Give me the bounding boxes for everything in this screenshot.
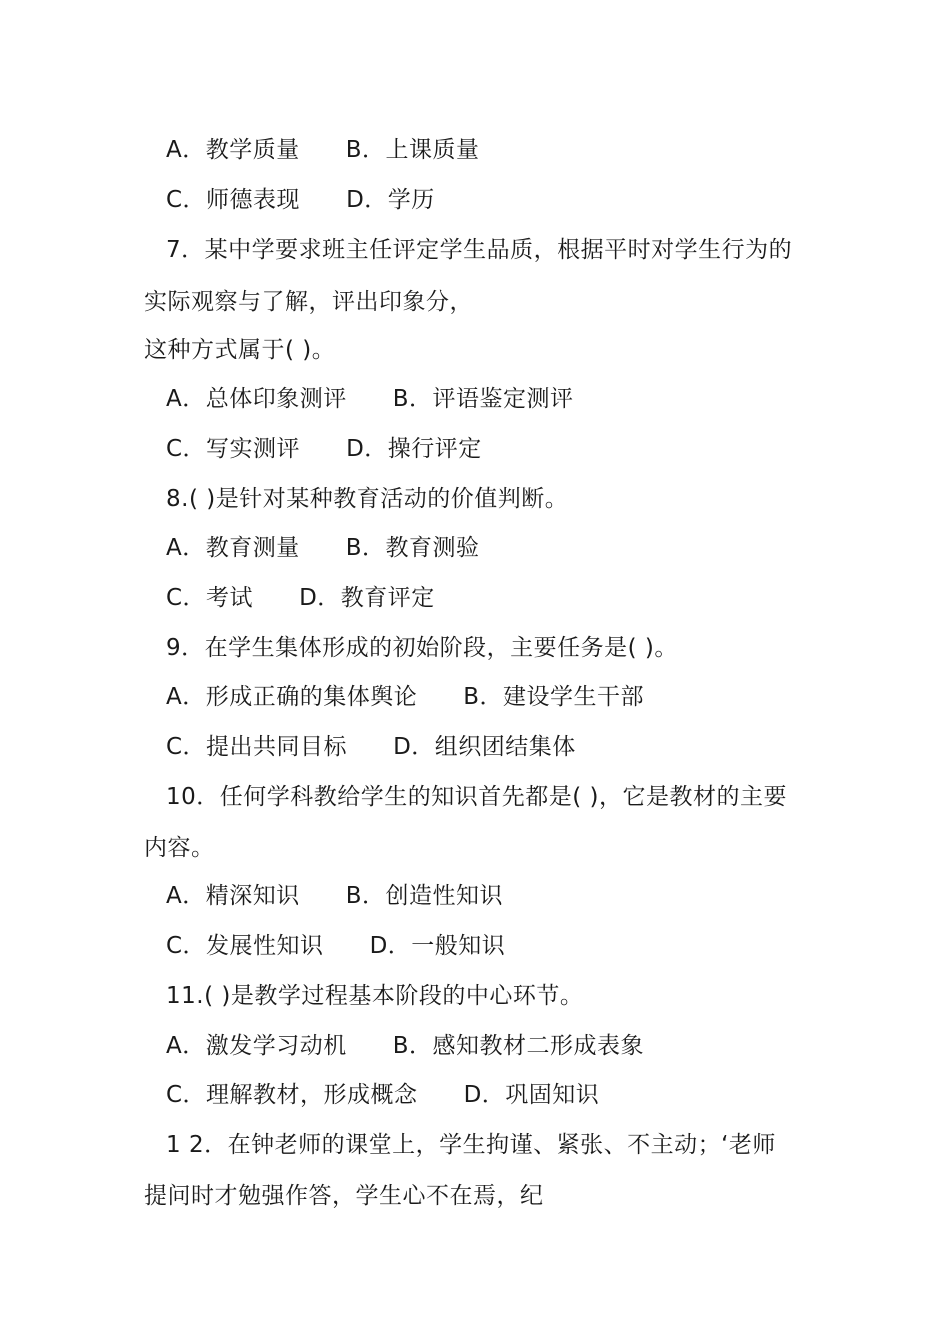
q7-options-row2 bbox=[166, 434, 482, 464]
q9-text-line1: 9．在学生集体形成的初始阶段，主要任务是( )。 bbox=[166, 635, 678, 661]
q11-options-row2 bbox=[166, 1080, 599, 1110]
q6-option-b: B．上课质量 bbox=[345, 137, 480, 163]
q11-option-b: B．感知教材二形成表象 bbox=[392, 1033, 645, 1059]
q12-text-line1: 1 2．在钟老师的课堂上，学生拘谨、紧张、不主动；‘老师 bbox=[166, 1132, 776, 1158]
q8-option-a: A．教育测量 bbox=[166, 535, 300, 561]
q7-option-b: B．评语鉴定测评 bbox=[392, 386, 574, 412]
q7-text-line2: 实际观察与了解，评出印象分， bbox=[144, 289, 473, 315]
q11-text-line1: 11.( )是教学过程基本阶段的中心环节。 bbox=[166, 983, 584, 1009]
q9-option-a: A．形成正确的集体舆论 bbox=[166, 684, 418, 710]
q9-options-row1 bbox=[166, 682, 644, 712]
q8-option-b: B．教育测验 bbox=[345, 535, 480, 561]
q7-option-d: D．操行评定 bbox=[346, 436, 482, 462]
q8-option-c: C．考试 bbox=[166, 585, 254, 611]
q9-options-row2 bbox=[166, 732, 576, 762]
q10-text-line1: 10．任何学科教给学生的知识首先都是( )，它是教材的主要 bbox=[166, 784, 788, 810]
q8-options-row1 bbox=[166, 533, 480, 563]
q11-option-d: D．巩固知识 bbox=[463, 1082, 600, 1108]
q6-option-c: C．师德表现 bbox=[166, 187, 301, 213]
q10-options-row2 bbox=[166, 931, 505, 961]
q10-option-c: C．发展性知识 bbox=[166, 933, 324, 959]
q7-text-line3: 这种方式属于( )。 bbox=[144, 337, 336, 363]
q9-option-d: D．组织团结集体 bbox=[393, 734, 576, 760]
q11-option-c: C．理解教材，形成概念 bbox=[166, 1082, 418, 1108]
q8-option-d: D．教育评定 bbox=[299, 585, 435, 611]
q6-option-d: D．学历 bbox=[346, 187, 435, 213]
q7-options-row1 bbox=[166, 384, 574, 414]
q10-option-a: A．精深知识 bbox=[166, 883, 300, 909]
q10-option-d: D．一般知识 bbox=[369, 933, 506, 959]
q11-option-a: A．激发学习动机 bbox=[166, 1033, 347, 1059]
q9-option-b: B．建设学生干部 bbox=[463, 684, 645, 710]
q10-text-line2: 内容。 bbox=[144, 835, 215, 861]
q7-option-c: C．写实测评 bbox=[166, 436, 301, 462]
q8-options-row2 bbox=[166, 583, 435, 613]
q6-options-row1 bbox=[166, 135, 480, 165]
q7-option-a: A．总体印象测评 bbox=[166, 386, 347, 412]
q10-option-b: B．创造性知识 bbox=[345, 883, 504, 909]
q6-option-a: A．教学质量 bbox=[166, 137, 300, 163]
q8-text-line1: 8.( )是针对某种教育活动的价值判断。 bbox=[166, 486, 569, 512]
q11-options-row1 bbox=[166, 1031, 644, 1061]
q7-text-line1: 7．某中学要求班主任评定学生品质，根据平时对学生行为的 bbox=[166, 237, 793, 263]
q6-options-row2 bbox=[166, 185, 435, 215]
q10-options-row1 bbox=[166, 881, 503, 911]
q9-option-c: C．提出共同目标 bbox=[166, 734, 348, 760]
q12-text-line2: 提问时才勉强作答，学生心不在焉，纪 bbox=[144, 1183, 544, 1209]
